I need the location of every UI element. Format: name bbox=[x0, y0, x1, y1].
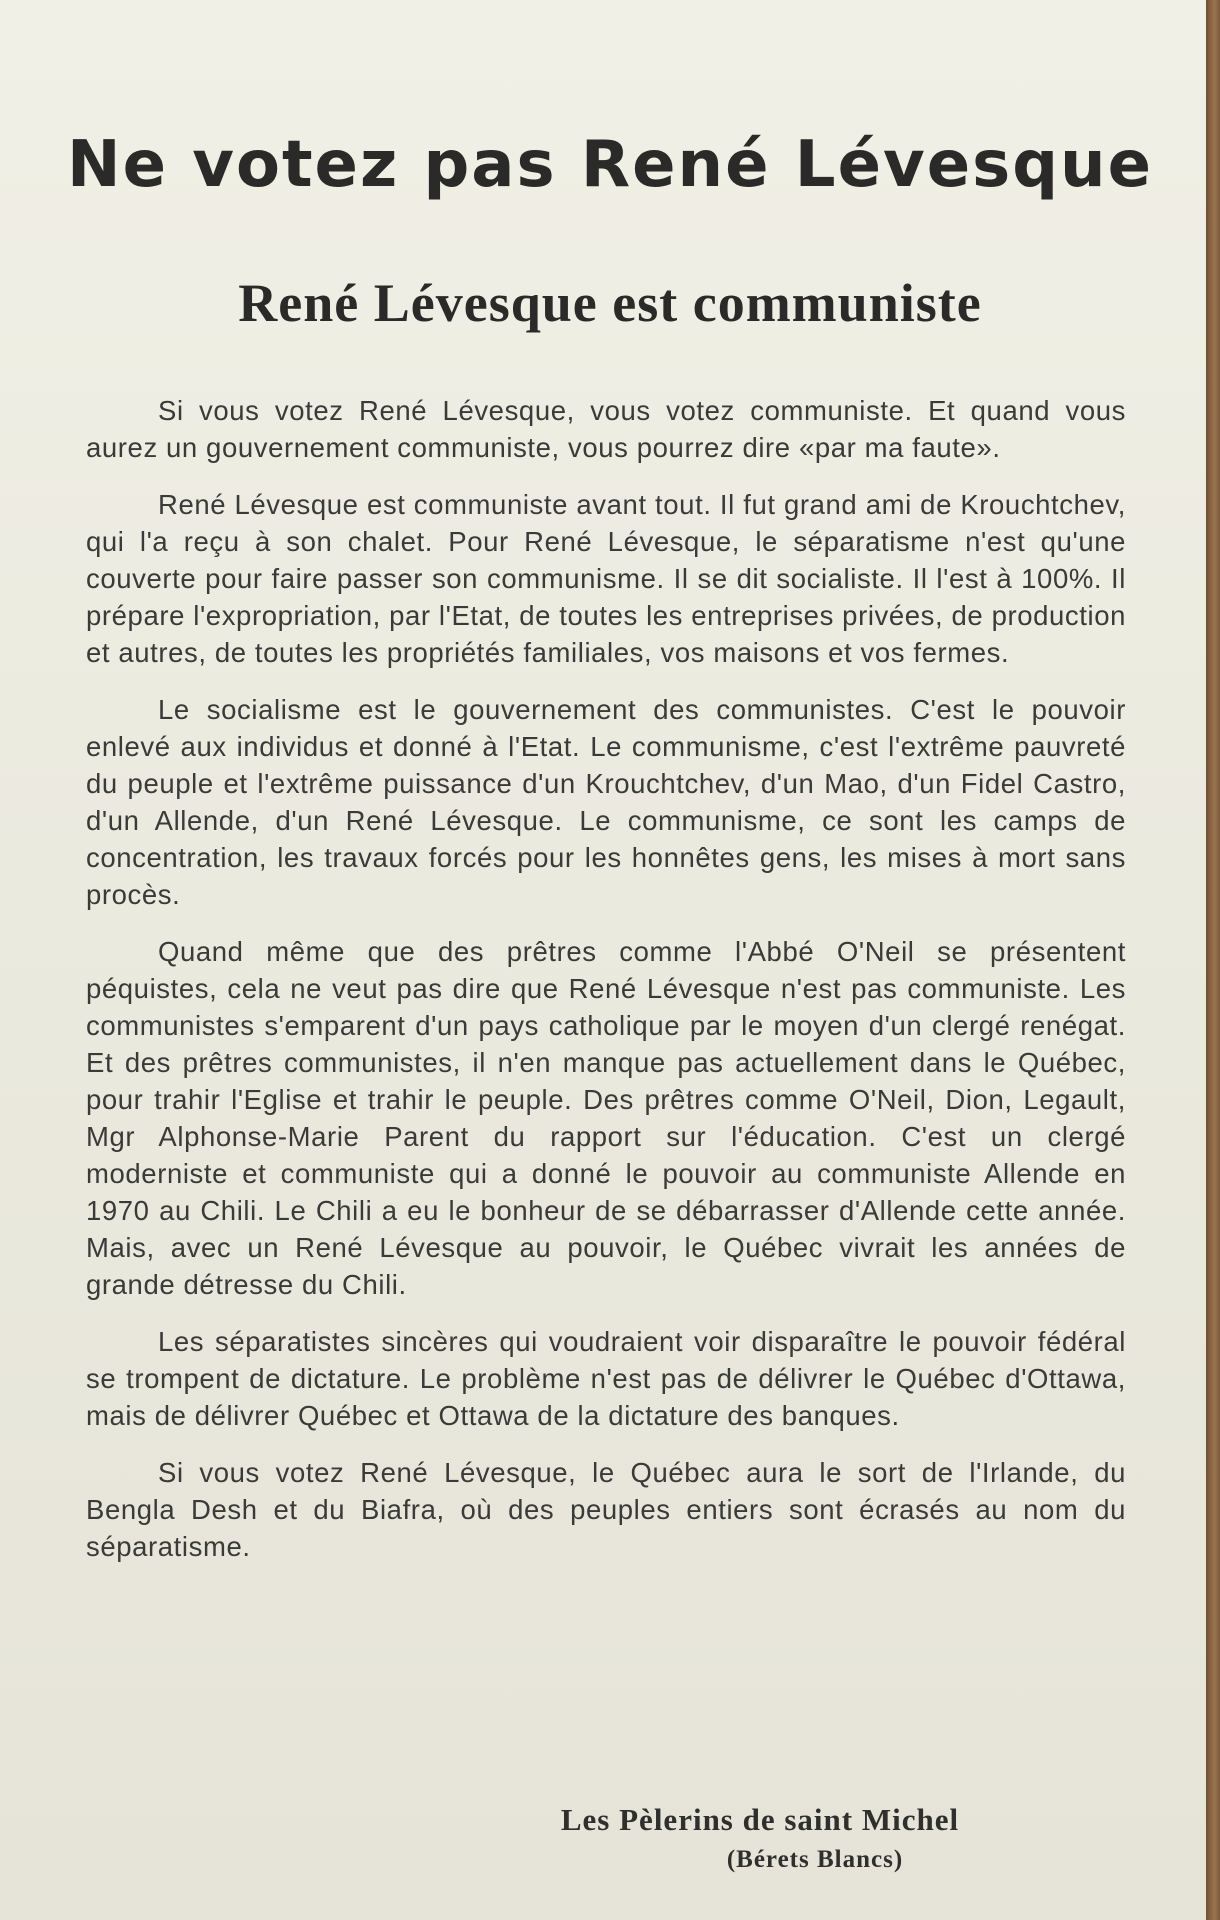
paragraph-3: Le socialisme est le gouvernement des communistes. C'est le pouvoir enlevé aux individus et donné à l'Etat. Le communisme, c'est l'extrême pauvreté du peuple et l'extrême puissance d'un Krouchtchev, d'un Mao, d'un Fidel Castro, d'un Allende, d'un René Lévesque. Le communisme, ce sont les camps de concentration, les travaux forcés pour les honnêtes gens, les mises à mort sans procès. bbox=[86, 694, 1126, 910]
paragraph-4: Quand même que des prêtres comme l'Abbé O'Neil se présentent péquistes, cela ne veut pas dire que René Lévesque n'est pas communiste. Les communistes s'emparent d'un pays catholique par le moyen d'un clergé renégat. Et des prêtres communistes, il n'en manque pas actuellement dans le Québec, pour trahir l'Eglise et trahir le peuple. Des prêtres comme O'Neil, Dion, Legault, Mgr Alphonse-Marie Parent du rapport sur l'éducation. C'est un clergé moderniste et communiste qui a donné le pouvoir au communiste Allende en 1970 au Chili. Le Chili a eu le bonheur de se débarrasser d'Allende cette année. Mais, avec un René Lévesque au pouvoir, le Québec vivrait les années de grande détresse du Chili. bbox=[86, 936, 1126, 1300]
subheadline: René Lévesque est communiste bbox=[238, 273, 982, 333]
signature-subtitle: (Bérets Blancs) bbox=[726, 1846, 904, 1873]
paragraph-2: René Lévesque est communiste avant tout. Il fut grand ami de Krouchtchev, qui l'a reçu à son chalet. Pour René Lévesque, le séparatisme n'est qu'une couverte pour faire passer son communisme. Il se dit socialiste. Il l'est à 100%. Il prépare l'expropriation, par l'Etat, de toutes les entreprises privées, de production et autres, de toutes les propriétés familiales, vos maisons et vos fermes. bbox=[86, 489, 1126, 668]
wooden-surface-edge bbox=[1206, 0, 1220, 1920]
headline: Ne votez pas René Lévesque bbox=[67, 128, 1153, 202]
paragraph-5: Les séparatistes sincères qui voudraient voir disparaître le pouvoir fédéral se trompent de dictature. Le problème n'est pas de délivrer le Québec d'Ottawa, mais de délivrer Québec et Ottawa de la dictature des banques. bbox=[86, 1326, 1126, 1431]
paragraph-6: Si vous votez René Lévesque, le Québec aura le sort de l'Irlande, du Bengla Desh et du Biafra, où des peuples entiers sont écrasés au nom du séparatisme. bbox=[86, 1457, 1126, 1562]
signature-organization: Les Pèlerins de saint Michel bbox=[560, 1802, 960, 1837]
paragraph-1: Si vous votez René Lévesque, vous votez communiste. Et quand vous aurez un gouvernement communiste, vous pourrez dire «par ma faute». bbox=[86, 395, 1126, 463]
signature bbox=[500, 1802, 1020, 1874]
body-text bbox=[86, 392, 1126, 1585]
